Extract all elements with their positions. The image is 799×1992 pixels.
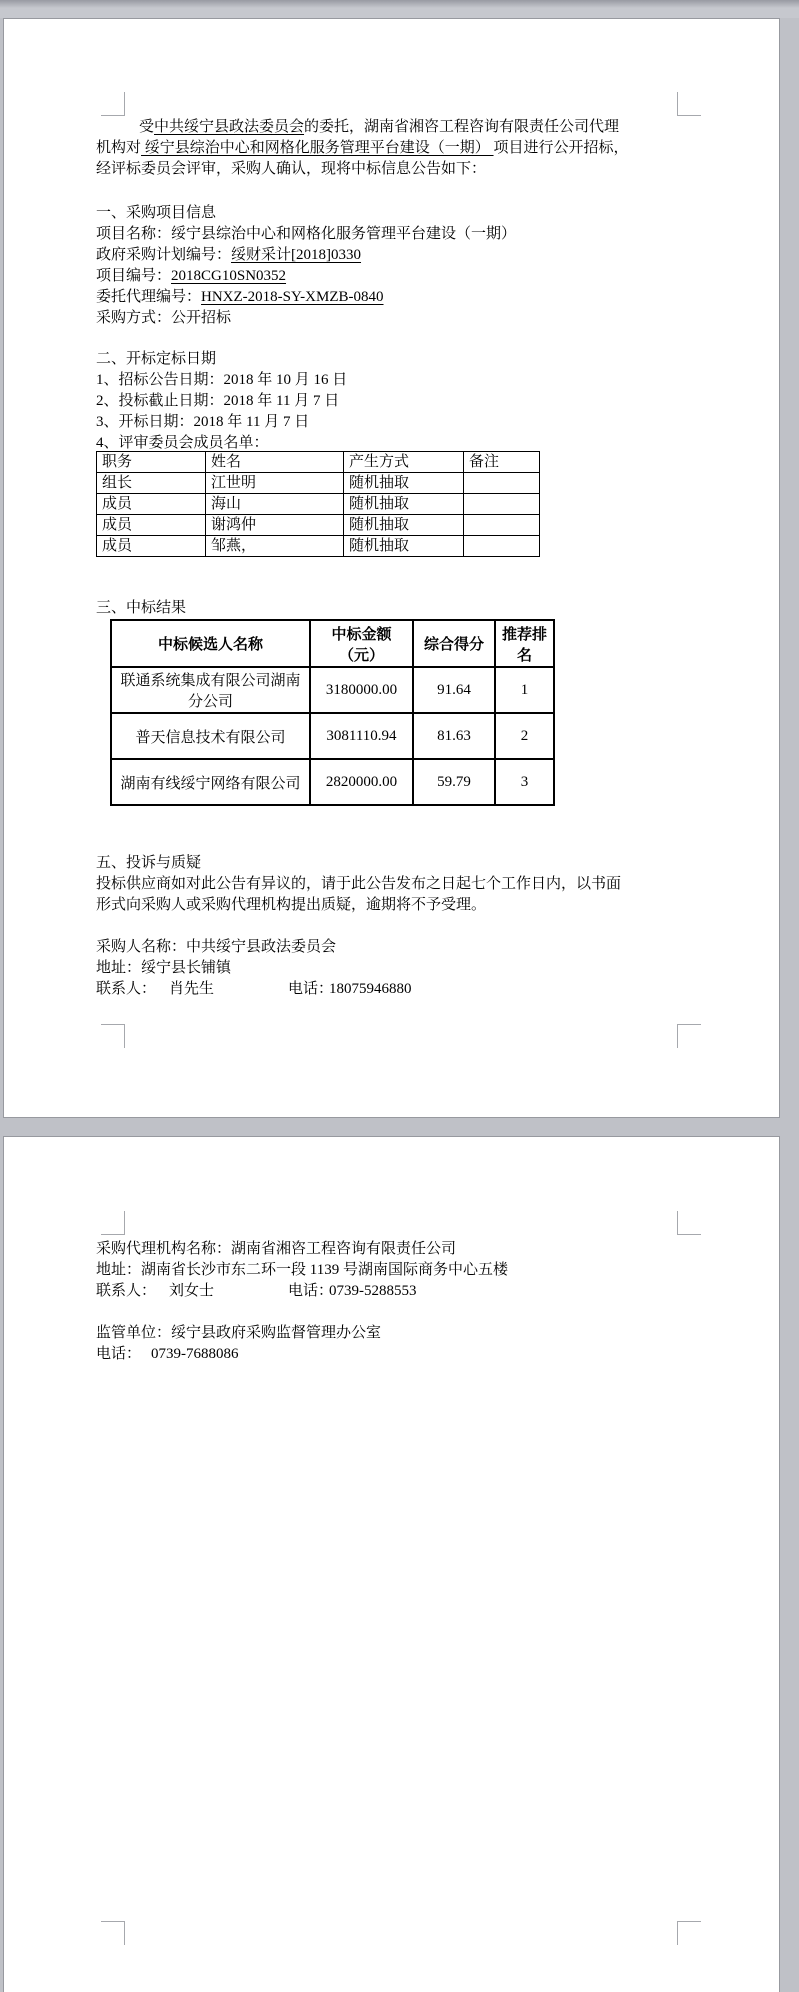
project-name-underlined: 绥宁县综治中心和网格化服务管理平台建设（一期） [141,140,494,156]
column-header: 中标候选人名称 [111,620,310,667]
column-header: 产生方式 [344,452,464,473]
announcement-date-line: 1、招标公告日期：2018 年 10 月 16 日 [96,372,348,388]
purchaser-name-underlined: 中共绥宁县政法委员会 [154,119,305,135]
table-row [111,713,554,759]
text-boundary-mark-bottom-left [101,1921,125,1945]
purchaser-name-line: 采购人名称：中共绥宁县政法委员会 [96,939,337,955]
phone-label: 电话： [288,1283,334,1299]
agency-number-value: HNXZ-2018-SY-XMZB-0840 [201,289,384,305]
committee-table [96,451,540,557]
table-cell [464,473,540,494]
contact-person-label: 联系人： [96,1283,157,1299]
table-cell: 随机抽取 [344,494,464,515]
section5-heading: 五、投诉与质疑 [96,855,202,871]
table-cell: 成员 [97,515,206,536]
agency-contact-line [96,1281,756,1302]
table-row [97,515,540,536]
table-row [97,473,540,494]
plan-number-label: 政府采购计划编号： [96,247,232,263]
phone-label: 电话： [96,1346,142,1362]
committee-header-row [97,452,540,473]
table-row [111,667,554,713]
agency-address-line: 地址：湖南省长沙市东二环一段 1139 号湖南国际商务中心五楼 [96,1262,508,1278]
complaints-body-line-2: 形式向采购人或采购代理机构提出质疑，逾期将不予受理。 [96,897,487,913]
supervisor-phone-line [96,1344,756,1365]
table-row [97,536,540,557]
text-boundary-mark-bottom-right [677,1024,701,1048]
purchaser-contact-block [96,937,756,1000]
procurement-method-line: 采购方式：公开招标 [96,310,232,326]
intro-paragraph [96,117,756,180]
table-cell [464,515,540,536]
column-header: 综合得分 [413,620,495,667]
intro-text: 受 [139,119,155,135]
table-cell: 邹燕， [206,536,344,557]
table-cell: 湖南有线绥宁网络有限公司 [111,759,310,805]
text-boundary-mark-bottom-right [677,1921,701,1945]
contact-person-name: 刘女士 [169,1283,215,1299]
table-cell: 成员 [97,536,206,557]
bid-opening-date-line: 3、开标日期：2018 年 11 月 7 日 [96,414,310,430]
section3-heading: 三、中标结果 [96,600,187,616]
window-top-band [0,0,799,18]
project-number-line [96,266,756,287]
phone-label: 电话： [288,981,334,997]
project-number-label: 项目编号： [96,268,172,284]
supervisor-block [96,1323,756,1365]
table-cell: 普天信息技术有限公司 [111,713,310,759]
bid-results-table [110,619,555,806]
purchaser-address-line: 地址：绥宁县长铺镇 [96,960,232,976]
section-award-results [96,598,756,619]
agency-contact-block [96,1239,756,1302]
text-boundary-mark-top-right [677,92,701,116]
project-number-value: 2018CG10SN0352 [171,268,287,284]
table-cell: 随机抽取 [344,515,464,536]
contact-person-label: 联系人： [96,981,157,997]
table-cell: 1 [495,667,554,713]
text-boundary-mark-top-right [677,1211,701,1235]
committee-list-label-line: 4、评审委员会成员名单： [96,435,269,451]
table-cell: 59.79 [413,759,495,805]
table-cell: 海山 [206,494,344,515]
text-boundary-mark-top-left [101,92,125,116]
results-header-row [111,620,554,667]
column-header: 推荐排名 [495,620,554,667]
table-cell: 3180000.00 [310,667,413,713]
intro-line-3 [96,159,756,180]
table-row [111,759,554,805]
section1-heading: 一、采购项目信息 [96,205,217,221]
intro-line-1 [96,117,756,138]
table-cell: 组长 [97,473,206,494]
section-procurement-info [96,203,756,329]
intro-text: 的委托，湖南省湘咨工程咨询有限责任公司代理 [304,119,620,135]
intro-text: 经评标委员会评审，采购人确认，现将中标信息公告如下： [96,161,487,177]
table-cell: 2820000.00 [310,759,413,805]
table-cell [464,494,540,515]
intro-line-2 [96,138,756,159]
intro-text: 机构对 [96,140,142,156]
plan-number-value: 绥财采计[2018]0330 [231,247,362,263]
table-cell: 谢鸿仲 [206,515,344,536]
table-cell: 2 [495,713,554,759]
table-cell: 91.64 [413,667,495,713]
table-cell: 81.63 [413,713,495,759]
agency-name-line: 采购代理机构名称：湖南省湘咨工程咨询有限责任公司 [96,1241,457,1257]
complaints-body-line-1: 投标供应商如对此公告有异议的，请于此公告发布之日起七个工作日内，以书面 [96,876,622,892]
table-cell: 江世明 [206,473,344,494]
contact-person-name: 肖先生 [169,981,215,997]
column-header: 职务 [97,452,206,473]
table-cell: 3081110.94 [310,713,413,759]
agency-number-line [96,287,756,308]
plan-number-line [96,245,756,266]
table-cell [464,536,540,557]
supervisor-name-line: 监管单位：绥宁县政府采购监督管理办公室 [96,1325,382,1341]
intro-text: 项目进行公开招标， [493,140,629,156]
section-complaints [96,853,756,916]
table-cell: 3 [495,759,554,805]
bid-deadline-line: 2、投标截止日期：2018 年 11 月 7 日 [96,393,340,409]
table-cell: 成员 [97,494,206,515]
table-cell: 随机抽取 [344,536,464,557]
project-name-line: 项目名称：绥宁县综治中心和网格化服务管理平台建设（一期） [96,226,517,242]
phone-number: 0739-7688086 [151,1346,239,1362]
table-cell: 联通系统集成有限公司湖南分公司 [111,667,310,713]
agency-number-label: 委托代理编号： [96,289,202,305]
text-boundary-mark-bottom-left [101,1024,125,1048]
column-header: 姓名 [206,452,344,473]
table-cell: 随机抽取 [344,473,464,494]
table-row [97,494,540,515]
document-page-2 [3,1136,780,1992]
column-header: 中标金额（元） [310,620,413,667]
section-bid-dates [96,349,756,454]
purchaser-contact-line [96,979,756,1000]
phone-number: 18075946880 [329,981,412,997]
column-header: 备注 [464,452,540,473]
phone-number: 0739-5288553 [329,1283,417,1299]
section2-heading: 二、开标定标日期 [96,351,217,367]
document-page-1 [3,18,780,1118]
text-boundary-mark-top-left [101,1211,125,1235]
